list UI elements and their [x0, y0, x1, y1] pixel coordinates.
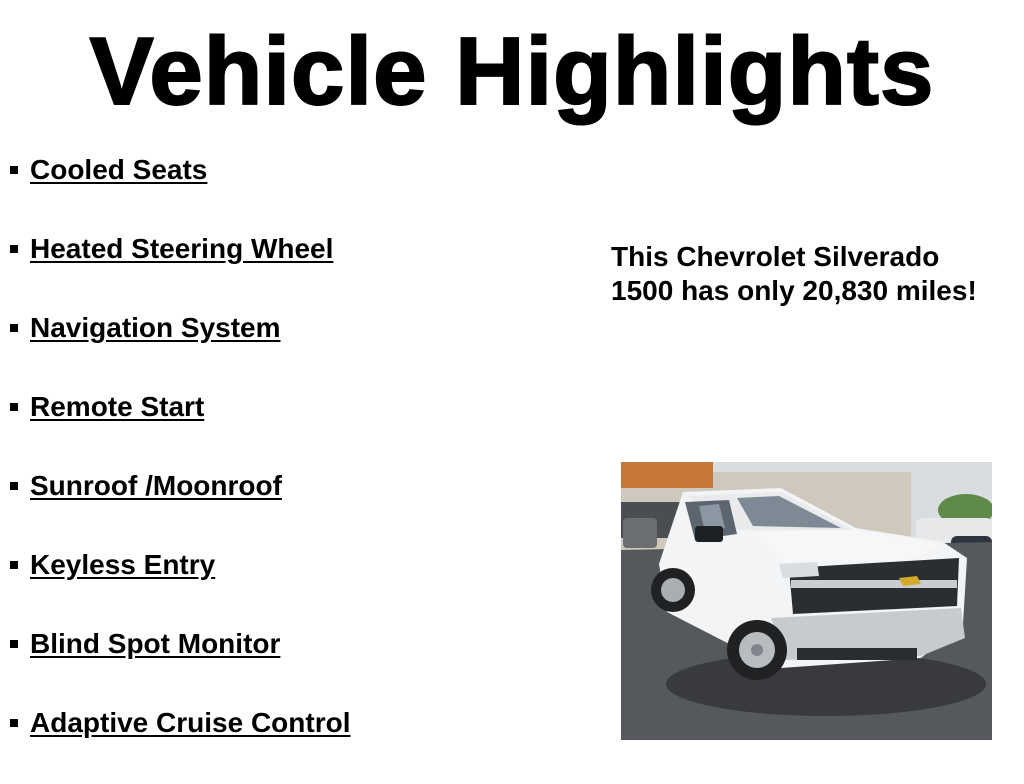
photo-chrome-bar: [791, 580, 957, 588]
square-bullet-icon: [10, 640, 18, 648]
feature-link-cooled-seats[interactable]: Cooled Seats: [30, 154, 208, 185]
feature-link-remote-start[interactable]: Remote Start: [30, 391, 205, 422]
photo-awning: [621, 462, 713, 488]
list-item: [10, 231, 350, 310]
feature-link-adaptive-cruise-control[interactable]: Adaptive Cruise Control: [30, 707, 351, 738]
feature-link-blind-spot-monitor[interactable]: Blind Spot Monitor: [30, 628, 281, 659]
square-bullet-icon: [10, 403, 18, 411]
square-bullet-icon: [10, 324, 18, 332]
list-item: [10, 626, 350, 705]
square-bullet-icon: [10, 561, 18, 569]
list-item: [10, 547, 350, 626]
list-item: [10, 389, 350, 468]
feature-list: [10, 152, 350, 784]
feature-link-navigation-system[interactable]: Navigation System: [30, 312, 281, 343]
vehicle-photo: [621, 462, 992, 740]
square-bullet-icon: [10, 166, 18, 174]
list-item: [10, 152, 350, 231]
list-item: [10, 468, 350, 547]
vehicle-summary: This Chevrolet Silverado 1500 has only 20,830 miles!: [611, 241, 977, 306]
list-item: [10, 310, 350, 389]
feature-link-heated-steering-wheel[interactable]: Heated Steering Wheel: [30, 233, 334, 264]
square-bullet-icon: [10, 482, 18, 490]
list-item: [10, 705, 350, 784]
feature-link-keyless-entry[interactable]: Keyless Entry: [30, 549, 216, 580]
square-bullet-icon: [10, 719, 18, 727]
feature-link-sunroof-moonroof[interactable]: Sunroof /Moonroof: [30, 470, 282, 501]
page-title: Vehicle Highlights: [89, 18, 935, 125]
pickup-truck-image: [621, 462, 992, 740]
square-bullet-icon: [10, 245, 18, 253]
